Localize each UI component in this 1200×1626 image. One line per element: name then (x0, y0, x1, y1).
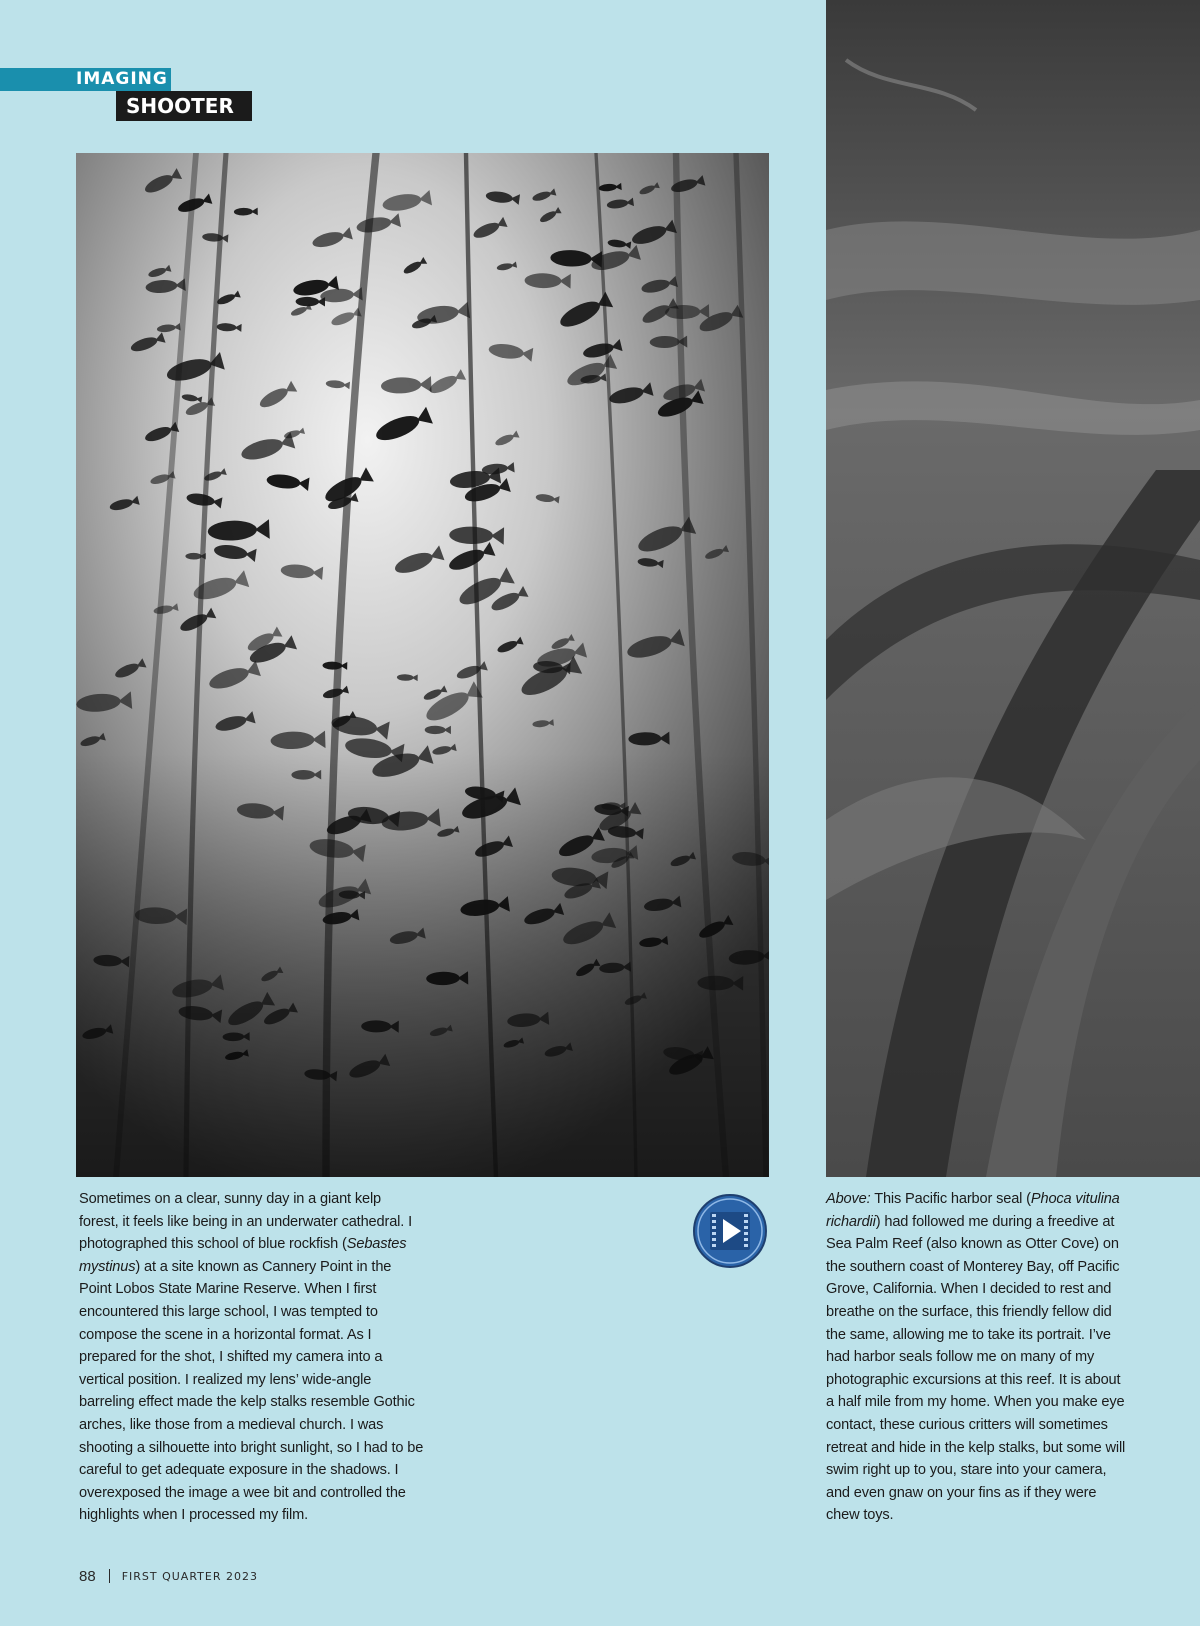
video-play-icon[interactable] (691, 1192, 769, 1270)
caption-text: Sometimes on a clear, sunny day in a giant kelp forest, it feels like being in an underwater cathedral. I photographed this school of blue rockfish ( (79, 1191, 412, 1253)
section-label: IMAGING (76, 69, 168, 89)
rockfish-caption (79, 1188, 424, 1527)
caption-text: ) had followed me during a freedive at Sea Palm Reef (also known as Otter Cove) on the southern coast of Monterey Bay, off Pacific Grove, California. When I decided to rest and breathe on the surface, this friendly fellow did the same, allowing me to take its portrait. I’ve had harbor seals follow me on many of my photographic excursions at this reef. It is about a half mile from my home. When you make eye contact, these curious critters will sometimes retreat and hide in the kelp stalks, but some will swim right up to you, stare into your camera, and even gnaw on your fins as if they were chew toys. (826, 1213, 1126, 1524)
caption-lead: Above: (826, 1191, 871, 1207)
harbor-seal-caption (826, 1188, 1126, 1527)
species-name: Sebastes mystinus (79, 1236, 407, 1275)
species-name: Phoca vitulina richardii (826, 1191, 1120, 1230)
issue-label: FIRST QUARTER 2023 (121, 1569, 258, 1583)
footer-divider (109, 1569, 110, 1583)
caption-text: ) at a site known as Cannery Point in the Point Lobos State Marine Reserve. When I first encountered this large school, I was tempted to compose the scene in a horizontal format. As I prepared for the shot, I shifted my camera into a vertical position. I realized my lens’ wide-angle barreling effect made the kelp stalks resemble Gothic arches, like those from a medieval church. I was shooting a silhouette into bright sunlight, so I had to be careful to get adequate exposure in the shadows. I overexposed the image a wee bit and controlled the highlights when I processed my film. (79, 1258, 424, 1524)
subsection-label: SHOOTER (116, 91, 252, 121)
harbor-seal-photo (826, 0, 1200, 1177)
rockfish-photo (76, 153, 769, 1177)
caption-text: This Pacific harbor seal ( (870, 1191, 1031, 1207)
page-number: 88 (79, 1567, 96, 1585)
page-footer (79, 1566, 258, 1586)
